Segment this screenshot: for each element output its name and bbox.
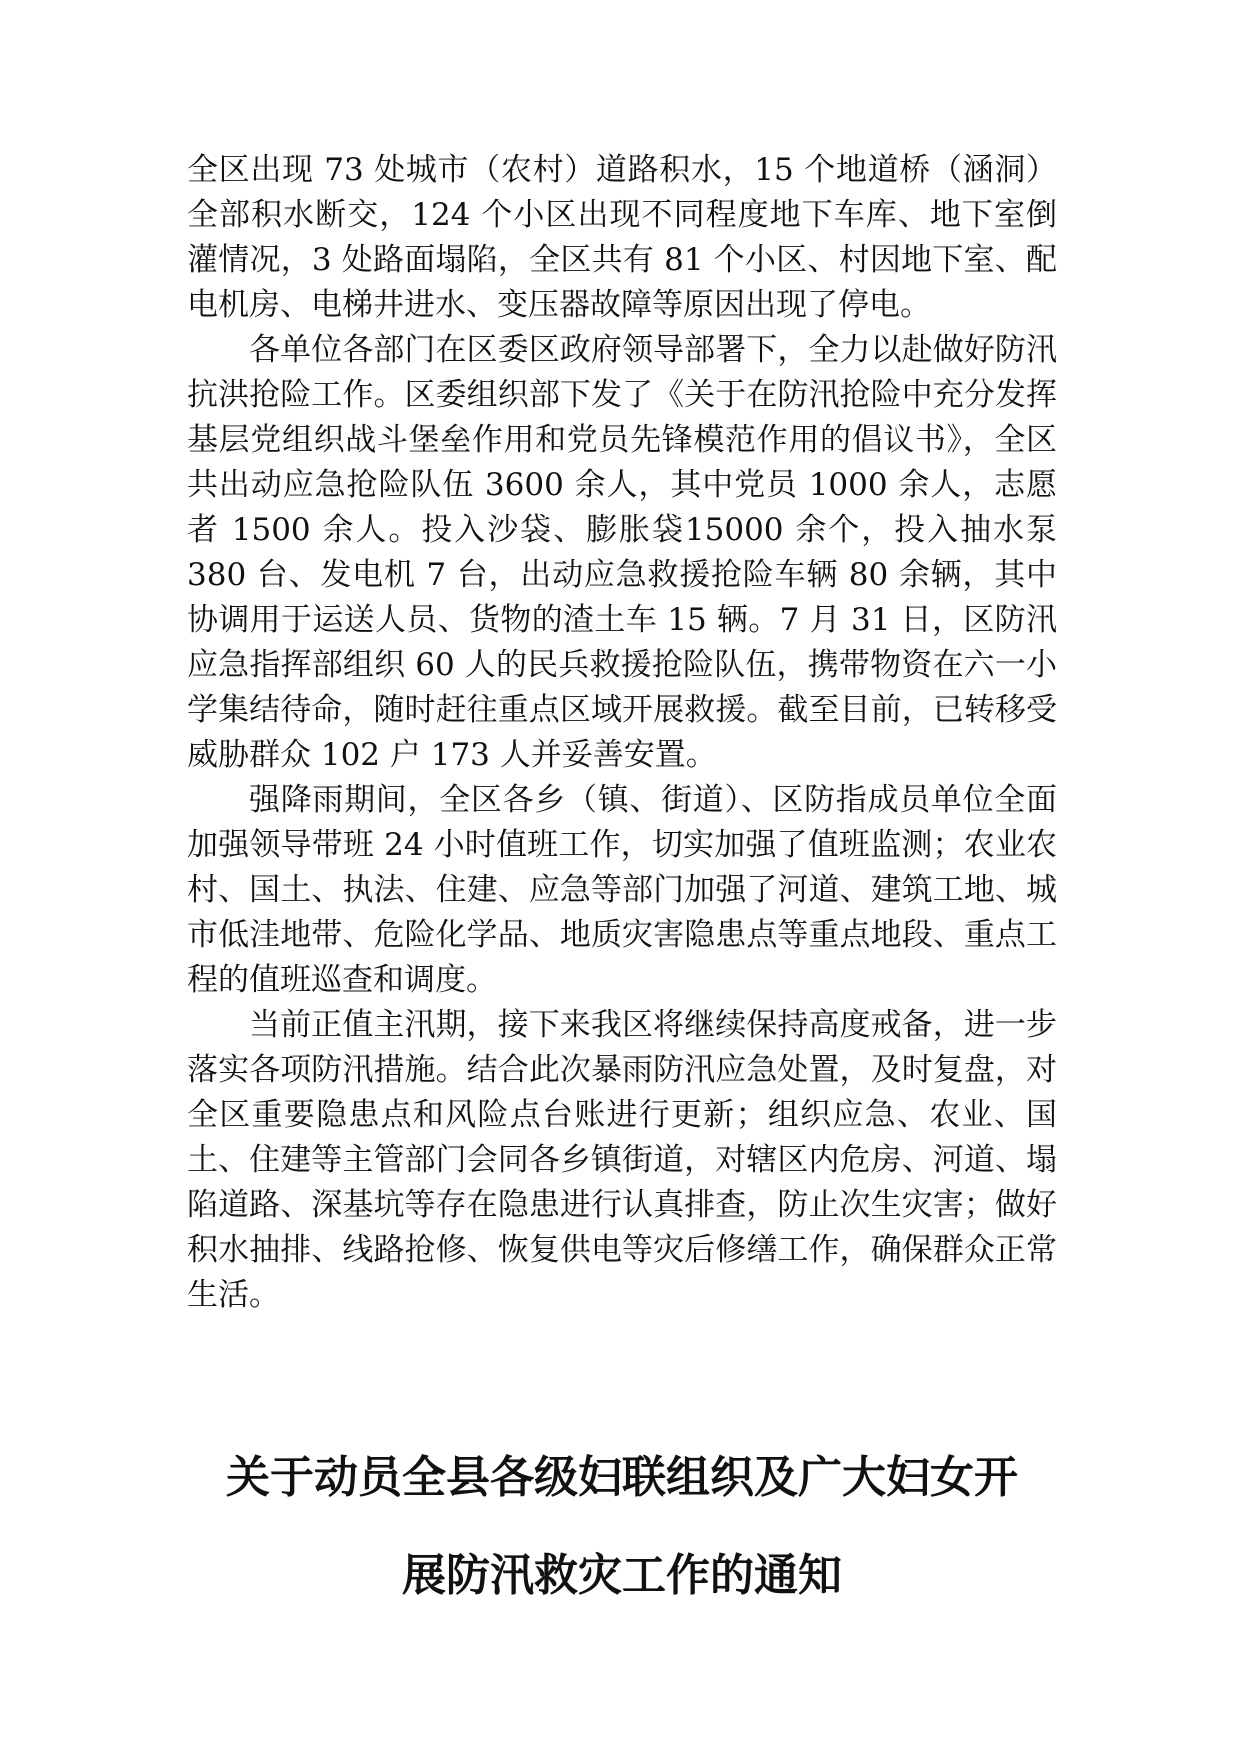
notice-title-line-2: 展防汛救灾工作的通知: [402, 1550, 842, 1601]
paragraph-flood-impact: 全区出现 73 处城市（农村）道路积水，15 个地道桥（涵洞）全部积水断交，124 个小区出现不同程度地下车库、地下室倒灌情况，3 处路面塌陷，全区共有 81 个小区、村因地下室、配电机房、电梯井进水、变压器故障等原因出现了停电。: [187, 152, 1057, 323]
paragraph-rescue-deployment: 各单位各部门在区委区政府领导部署下，全力以赴做好防汛抗洪抢险工作。区委组织部下发了《关于在防汛抢险中充分发挥基层党组织战斗堡垒作用和党员先锋模范作用的倡议书》，全区共出动应急抢险队伍 3600 余人，其中党员 1000 余人，志愿者 1500 余人。投入沙袋、膨胀袋15000 余个，投入抽水泵 380 台、发电机 7 台，出动应急救援抢险车辆 80 余辆，其中协调用于运送人员、货物的渣土车 15 辆。7 月 31 日，区防汛应急指挥部组织 60 人的民兵救援抢险队伍，携带物资在六一小学集结待命，随时赶往重点区域开展救援。截至目前，已转移受威胁群众 102 户 173 人并妥善安置。: [187, 332, 1057, 773]
body-text: [187, 148, 1057, 1318]
paragraph-duty-monitoring: 强降雨期间，全区各乡（镇、街道）、区防指成员单位全面加强领导带班 24 小时值班工作，切实加强了值班监测；农业农村、国土、执法、住建、应急等部门加强了河道、建筑工地、城市低洼地带、危险化学品、地质灾害隐患点等重点地段、重点工程的值班巡查和调度。: [187, 782, 1057, 998]
notice-title-line-1: 关于动员全县各级妇联组织及广大妇女开: [226, 1452, 1018, 1503]
paragraph-next-steps: 当前正值主汛期，接下来我区将继续保持高度戒备，进一步落实各项防汛措施。结合此次暴雨防汛应急处置，及时复盘，对全区重要隐患点和风险点台账进行更新；组织应急、农业、国土、住建等主管部门会同各乡镇街道，对辖区内危房、河道、塌陷道路、深基坑等存在隐患进行认真排查，防止次生灾害；做好积水抽排、线路抢修、恢复供电等灾后修缮工作，确保群众正常生活。: [187, 1007, 1057, 1313]
